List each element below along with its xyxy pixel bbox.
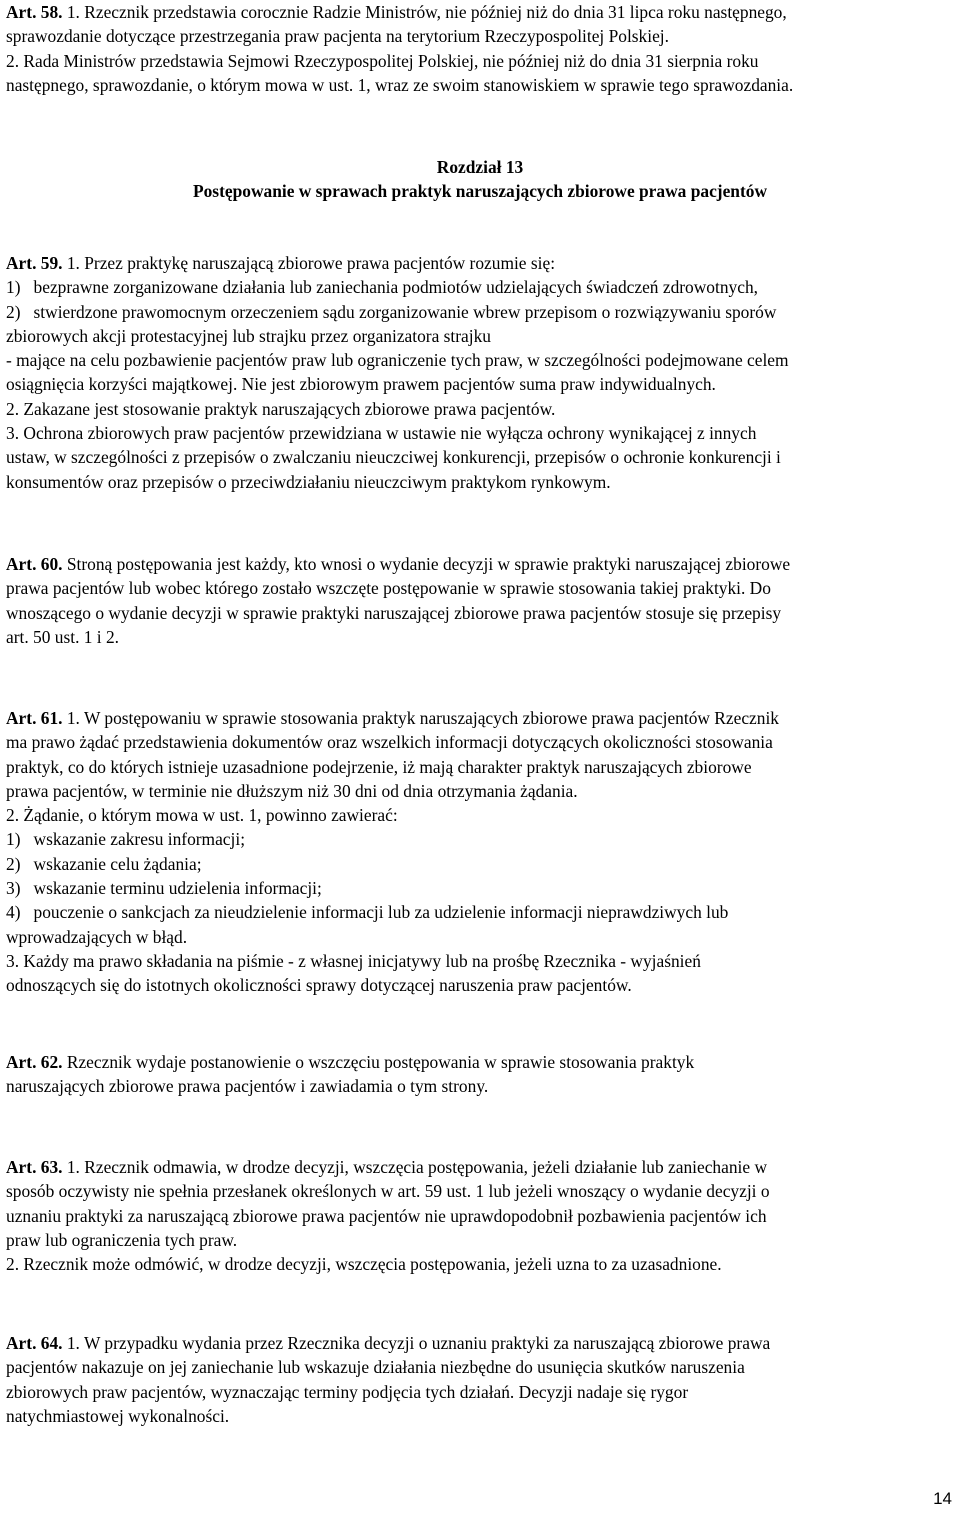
body-text: art. 50 ust. 1 i 2.	[6, 626, 120, 647]
text-line	[6, 973, 954, 997]
body-text: następnego, sprawozdanie, o którym mowa w ust. 1, wraz ze swoim stanowiskiem w sprawie tego sprawozdania.	[6, 74, 794, 95]
body-text: 3) wskazanie terminu udzielenia informacji;	[6, 878, 322, 899]
text-line	[6, 0, 954, 24]
bold-text: Art. 63.	[6, 1157, 63, 1177]
bold-text: Art. 60.	[6, 554, 63, 574]
text-line	[6, 1380, 954, 1404]
body-text: zbiorowych akcji protestacyjnej lub strajku przez organizatora strajku	[6, 325, 491, 346]
text-line	[6, 1155, 954, 1179]
body-text: konsumentów oraz przepisów o przeciwdziałaniu nieuczciwym praktykom rynkowym.	[6, 471, 611, 492]
body-text: wnoszącego o wydanie decyzji w sprawie praktyki naruszającej zbiorowe prawa pacjentów stosuje się przepisy	[6, 602, 782, 623]
body-text: 1) wskazanie zakresu informacji;	[6, 829, 246, 850]
body-text: 1. Przez praktykę naruszającą zbiorowe prawa pacjentów rozumie się:	[62, 253, 556, 273]
bold-text: Art. 61.	[6, 708, 63, 728]
text-line	[6, 949, 954, 973]
bold-text: Art. 58.	[6, 2, 63, 22]
body-text: sposób oczywisty nie spełnia przesłanek określonych w art. 59 ust. 1 lub jeżeli wnoszący o wydanie decyzji o	[6, 1181, 770, 1202]
body-text: praw lub ograniczenia tych praw.	[6, 1229, 238, 1250]
text-line	[6, 1228, 954, 1252]
text-line	[6, 179, 954, 203]
body-text: naruszających zbiorowe prawa pacjentów i zawiadamia o tym strony.	[6, 1076, 489, 1097]
article-art63	[6, 1155, 954, 1276]
text-line	[6, 730, 954, 754]
body-text: ma prawo żądać przedstawienia dokumentów oraz wszelkich informacji dotyczących okoliczności stosowania	[6, 732, 773, 753]
body-text: 2. Rzecznik może odmówić, w drodze decyzji, wszczęcia postępowania, jeżeli uzna to za uzasadnione.	[6, 1254, 722, 1275]
body-text: 2. Żądanie, o którym mowa w ust. 1, powinno zawierać:	[6, 805, 398, 826]
body-text: wprowadzających w błąd.	[6, 926, 188, 947]
text-line	[6, 900, 954, 924]
body-text: 2) wskazanie celu żądania;	[6, 853, 202, 874]
text-line	[6, 348, 954, 372]
text-line	[6, 1074, 954, 1098]
text-line	[6, 601, 954, 625]
text-line	[6, 925, 954, 949]
text-line	[6, 300, 954, 324]
text-line	[6, 445, 954, 469]
text-line	[6, 779, 954, 803]
body-text: 3. Ochrona zbiorowych praw pacjentów przewidziana w ustawie nie wyłącza ochrony wynikającej z innych	[6, 423, 757, 444]
body-text: uznaniu praktyki za naruszającą zbiorowe prawa pacjentów nie uprawdopodobnił pozbawienia pacjentów ich	[6, 1205, 767, 1226]
body-text: prawa pacjentów, w terminie nie dłuższym niż 30 dni od dnia otrzymania żądania.	[6, 780, 578, 801]
body-text: 2. Rada Ministrów przedstawia Sejmowi Rzeczypospolitej Polskiej, nie później niż do dnia 31 sierpnia roku	[6, 50, 759, 71]
body-text: Stroną postępowania jest każdy, kto wnosi o wydanie decyzji w sprawie praktyki naruszającej zbiorowe	[62, 554, 791, 574]
text-line	[6, 251, 954, 275]
text-line	[6, 1179, 954, 1203]
body-text: sprawozdanie dotyczące przestrzegania praw pacjenta na terytorium Rzeczypospolitej Polskiej.	[6, 26, 669, 47]
body-text: 1. W przypadku wydania przez Rzecznika decyzji o uznaniu praktyki za naruszającą zbiorowe prawa	[62, 1333, 771, 1353]
text-line	[6, 625, 954, 649]
text-line	[6, 876, 954, 900]
text-line	[6, 1331, 954, 1355]
text-line	[6, 73, 954, 97]
text-line	[6, 1355, 954, 1379]
text-line	[6, 421, 954, 445]
text-line	[6, 1252, 954, 1276]
text-line	[6, 49, 954, 73]
text-line	[6, 803, 954, 827]
text-line	[6, 755, 954, 779]
text-line	[6, 470, 954, 494]
text-line	[6, 1404, 954, 1428]
bold-text: Postępowanie w sprawach praktyk naruszających zbiorowe prawa pacjentów	[192, 181, 768, 202]
body-text: ustaw, w szczególności z przepisów o zwalczaniu nieuczciwej konkurencji, przepisów o ochronie konkurencji i	[6, 447, 781, 468]
bold-text: Rozdział 13	[436, 157, 524, 177]
text-line	[6, 706, 954, 730]
bold-text: Art. 59.	[6, 253, 63, 273]
chapter-heading	[6, 155, 954, 204]
page-number: 14	[933, 1489, 952, 1508]
body-text: prawa pacjentów lub wobec którego zostało wszczęte postępowanie w sprawie stosowania takiej praktyki. Do	[6, 578, 771, 599]
bold-text: Art. 64.	[6, 1333, 63, 1353]
body-text: 4) pouczenie o sankcjach za nieudzielenie informacji lub za udzielenie informacji nieprawdziwych lub	[6, 902, 729, 923]
text-line	[6, 372, 954, 396]
text-line	[6, 827, 954, 851]
text-line	[6, 552, 954, 576]
text-line	[6, 24, 954, 48]
body-text: 2. Zakazane jest stosowanie praktyk naruszających zbiorowe prawa pacjentów.	[6, 398, 556, 419]
text-line	[6, 397, 954, 421]
body-text: odnoszących się do istotnych okoliczności sprawy dotyczącej naruszenia praw pacjentów.	[6, 975, 632, 996]
article-art62	[6, 1050, 954, 1099]
body-text: zbiorowych praw pacjentów, wyznaczając terminy podjęcia tych działań. Decyzji nadaje się rygor	[6, 1381, 689, 1402]
body-text: 1. Rzecznik przedstawia corocznie Radzie Ministrów, nie później niż do dnia 31 lipca roku następnego,	[62, 2, 787, 22]
text-line	[6, 852, 954, 876]
body-text: Rzecznik wydaje postanowienie o wszczęciu postępowania w sprawie stosowania praktyk	[62, 1052, 695, 1072]
body-text: osiągnięcia korzyści majątkowej. Nie jest zbiorowym prawem pacjentów suma praw indywidualnych.	[6, 374, 716, 395]
text-line	[6, 275, 954, 299]
article-art59	[6, 251, 954, 494]
body-text: 3. Każdy ma prawo składania na piśmie - z własnej inicjatywy lub na prośbę Rzecznika - wyjaśnień	[6, 950, 701, 971]
body-text: 2) stwierdzone prawomocnym orzeczeniem sądu zorganizowanie wbrew przepisom o rozwiązywaniu sporów	[6, 301, 777, 322]
text-line	[6, 155, 954, 179]
body-text: - mające na celu pozbawienie pacjentów praw lub ograniczenie tych praw, w szczególności podejmowane celem	[6, 350, 789, 371]
article-art64	[6, 1331, 954, 1428]
article-art60	[6, 552, 954, 649]
bold-text: Art. 62.	[6, 1052, 63, 1072]
body-text: natychmiastowej wykonalności.	[6, 1405, 230, 1426]
article-art58	[6, 0, 954, 97]
body-text: 1) bezprawne zorganizowane działania lub zaniechania podmiotów udzielających świadczeń zdrowotnych,	[6, 277, 758, 298]
text-line	[6, 576, 954, 600]
body-text: 1. W postępowaniu w sprawie stosowania praktyk naruszających zbiorowe prawa pacjentów Rzecznik	[62, 708, 779, 728]
article-art61	[6, 706, 954, 998]
text-line	[6, 324, 954, 348]
text-line	[6, 1050, 954, 1074]
body-text: pacjentów nakazuje on jej zaniechanie lub wskazuje działania niezbędne do usunięcia skutków naruszenia	[6, 1357, 745, 1378]
body-text: praktyk, co do których istnieje uzasadnione podejrzenie, iż mają charakter praktyk naruszających zbiorowe	[6, 756, 752, 777]
text-line	[6, 1204, 954, 1228]
body-text: 1. Rzecznik odmawia, w drodze decyzji, wszczęcia postępowania, jeżeli działanie lub zaniechanie w	[62, 1157, 767, 1177]
